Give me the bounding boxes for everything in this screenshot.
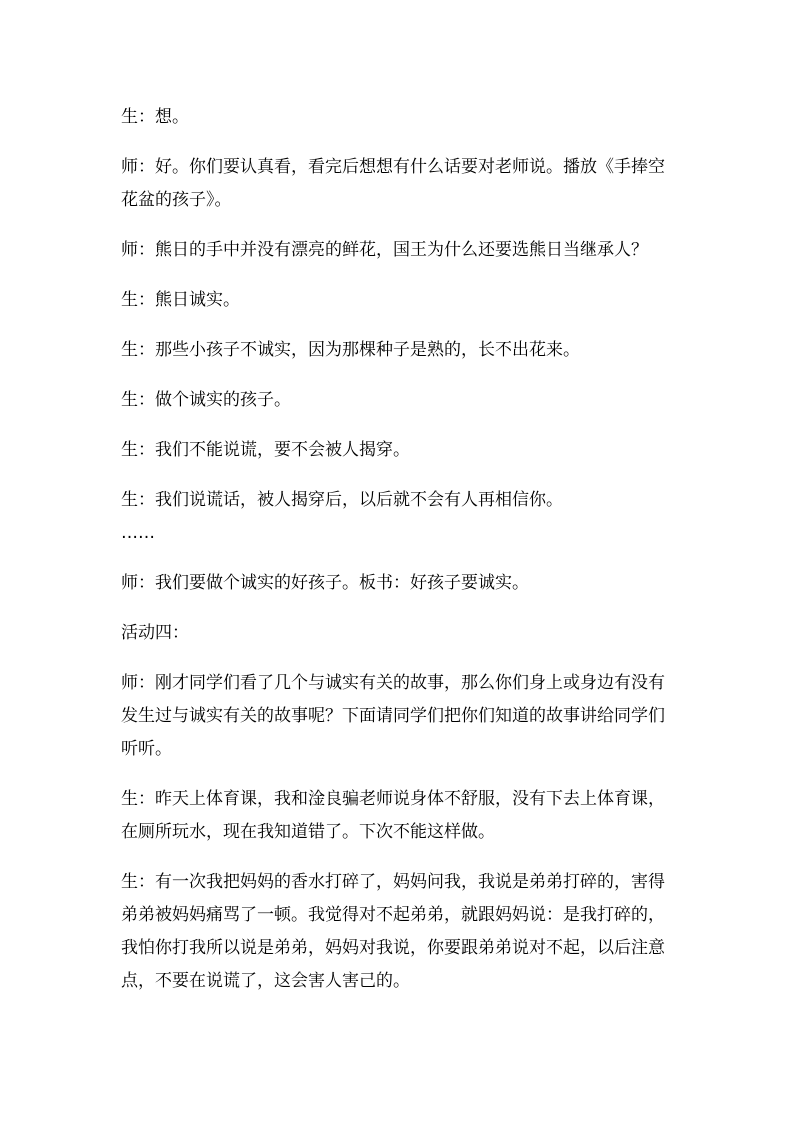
paragraph-10: 师：刚才同学们看了几个与诚实有关的故事，那么你们身上或身边有没有发生过与诚实有关的故事呢？下面请同学们把你们知道的故事讲给同学们听听。	[121, 673, 665, 759]
paragraph-11: 生：昨天上体育课，我和淦良骗老师说身体不舒服，没有下去上体育课，在厕所玩水，现在我知道错了。下次不能这样做。	[121, 789, 665, 842]
paragraph-3: 师：熊日的手中并没有漂亮的鲜花，国王为什么还要选熊日当继承人？	[121, 240, 648, 260]
paragraph-5: 生：那些小孩子不诚实，因为那棵种子是熟的，长不出花来。	[121, 340, 580, 360]
section-heading-activity-4: 活动四：	[121, 623, 189, 643]
paragraph-12: 生：有一次我把妈妈的香水打碎了，妈妈问我，我说是弟弟打碎的，害得弟弟被妈妈痛骂了一顿。我觉得对不起弟弟，就跟妈妈说：是我打碎的，我怕你打我所以说是弟弟，妈妈对我说，你要跟弟弟说对不起，以后注意点，不要在说谎了，这会害人害己的。	[121, 872, 665, 991]
paragraph-1: 生：想。	[121, 107, 189, 127]
document-body	[121, 101, 681, 998]
paragraph-4: 生：熊日诚实。	[121, 290, 240, 310]
ellipsis: ……	[121, 523, 155, 543]
paragraph-6: 生：做个诚实的孩子。	[121, 390, 291, 410]
paragraph-8: 生：我们说谎话，被人揭穿后，以后就不会有人再相信你。	[121, 490, 563, 510]
paragraph-9: 师：我们要做个诚实的好孩子。板书：好孩子要诚实。	[121, 573, 529, 593]
paragraph-7: 生：我们不能说谎，要不会被人揭穿。	[121, 440, 410, 460]
paragraph-2: 师：好。你们要认真看，看完后想想有什么话要对老师说。播放《手捧空花盆的孩子》。	[121, 157, 665, 210]
